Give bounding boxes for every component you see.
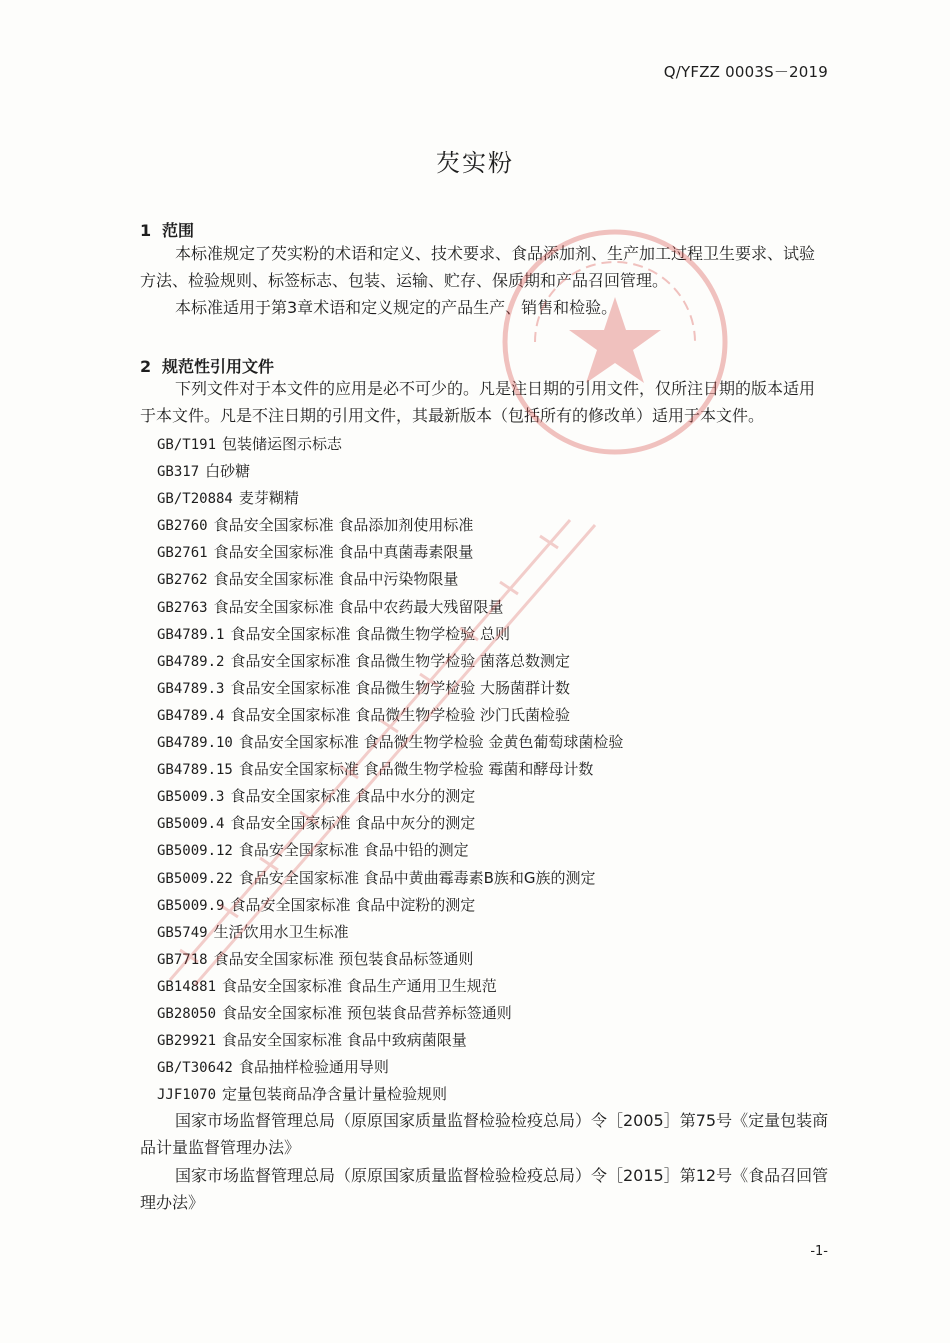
section-2-title: 规范性引用文件 [162,357,275,376]
seal-stamp [495,222,735,462]
reference-title: 食品安全国家标准 食品微生物学检验 沙门氏菌检验 [230,705,570,724]
reference-title: 食品安全国家标准 食品微生物学检验 金黄色葡萄球菌检验 [238,733,624,752]
section-2-intro: 下列文件对于本文件的应用是必不可少的。凡是注日期的引用文件，仅所注日期的版本适用于本文件。凡是不注日期的引用文件，其最新版本（包括所有的修改单）适用于本文件。 [140,379,816,425]
section-1-paragraph-1: 本标准规定了芡实粉的术语和定义、技术要求、食品添加剂、生产加工过程卫生要求、试验方法、检验规则、标签标志、包装、运输、贮存、保质期和产品召回管理。 [140,244,816,290]
reference-code: GB5009.9 [157,897,225,914]
standard-code: Q/YFZZ 0003S－2019 [663,63,828,81]
reference-title: 食品抽样检验通用导则 [238,1058,389,1077]
reference-code: GB2761 [157,545,208,562]
reference-code: JJF1070 [157,1087,217,1104]
reference-title: 白砂糖 [205,462,251,481]
decree-1: 国家市场监督管理总局（原原国家质量监督检验检疫总局）令［2005］第75号《定量包装商品计量监督管理办法》 [140,1111,829,1157]
section-1-paragraph-2: 本标准适用于第3章术语和定义规定的产品生产、销售和检验。 [175,298,618,317]
decree-2: 国家市场监督管理总局（原原国家质量监督检验检疫总局）令［2015］第12号《食品召回管理办法》 [140,1166,829,1212]
reference-code: GB28050 [157,1005,217,1022]
section-1-heading [140,218,194,241]
reference-code: GB7718 [157,951,208,968]
reference-title: 食品安全国家标准 食品添加剂使用标准 [213,516,474,535]
page-number: -1- [810,1244,828,1259]
reference-code: GB5009.3 [157,789,225,806]
reference-title: 生活饮用水卫生标准 [213,922,349,941]
reference-code: GB2760 [157,518,208,535]
section-1-number: 1 [140,221,152,240]
reference-title: 食品安全国家标准 预包装食品标签通则 [213,949,474,968]
reference-code: GB317 [157,464,200,481]
section-2-number: 2 [140,357,152,376]
reference-code: GB4789.15 [157,762,233,779]
reference-title: 定量包装商品净含量计量检验规则 [222,1085,448,1104]
reference-item [157,1027,623,1054]
reference-title: 食品安全国家标准 食品中黄曲霉毒素B族和G族的测定 [238,868,596,887]
reference-code: GB4789.4 [157,707,225,724]
reference-title: 食品安全国家标准 食品微生物学检验 总则 [230,624,510,643]
reference-item [157,1000,623,1027]
reference-code: GB5009.4 [157,816,225,833]
reference-code: GB2763 [157,599,208,616]
reference-title: 食品安全国家标准 食品中真菌毒素限量 [213,543,474,562]
reference-title: 食品安全国家标准 食品生产通用卫生规范 [222,976,497,995]
reference-code: GB4789.10 [157,735,233,752]
section-2-heading [140,354,274,377]
reference-item [157,1054,623,1081]
reference-code: GB4789.1 [157,626,225,643]
reference-code: GB/T20884 [157,491,233,508]
reference-code: GB/T191 [157,437,217,453]
watermark-stroke [195,525,595,985]
reference-title: 食品安全国家标准 食品中淀粉的测定 [230,895,476,914]
reference-title: 食品安全国家标准 食品微生物学检验 菌落总数测定 [230,651,570,670]
stamp-watermark [150,480,620,1000]
section-1-title: 范围 [162,221,195,240]
reference-title: 麦芽糊精 [238,489,299,508]
reference-title: 食品安全国家标准 预包装食品营养标签通则 [222,1003,512,1022]
reference-code: GB5009.12 [157,843,233,860]
reference-title: 食品安全国家标准 食品中灰分的测定 [230,814,476,833]
reference-title: 食品安全国家标准 食品中水分的测定 [230,787,476,806]
reference-item [157,1081,623,1108]
page-title: 芡实粉 [436,149,514,177]
reference-code: GB29921 [157,1033,217,1050]
reference-code: GB4789.2 [157,653,225,670]
reference-title: 食品安全国家标准 食品中农药最大残留限量 [213,597,504,616]
reference-code: GB2762 [157,572,208,589]
reference-code: GB5009.22 [157,870,233,887]
reference-code: GB5749 [157,924,208,941]
reference-title: 食品安全国家标准 食品微生物学检验 霉菌和酵母计数 [238,760,594,779]
reference-title: 食品安全国家标准 食品中致病菌限量 [222,1031,467,1050]
reference-code: GB4789.3 [157,680,225,697]
reference-title: 包装储运图示标志 [222,435,343,453]
reference-title: 食品安全国家标准 食品中污染物限量 [213,570,459,589]
reference-title: 食品安全国家标准 食品中铅的测定 [238,841,469,860]
star-icon [569,297,661,383]
reference-code: GB/T30642 [157,1060,233,1077]
reference-title: 食品安全国家标准 食品微生物学检验 大肠菌群计数 [230,678,570,697]
reference-code: GB14881 [157,978,217,995]
